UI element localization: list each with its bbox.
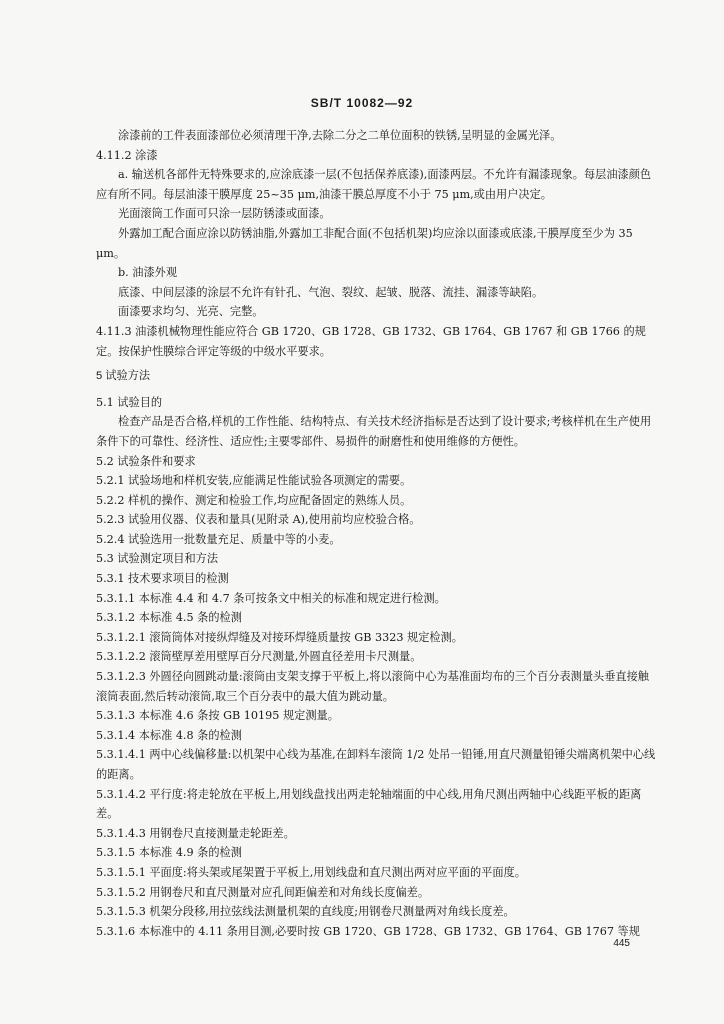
paragraph: 5.3.1.4.2 平行度:将走轮放在平板上,用划线盘找出两走轮轴端面的中心线,用角尺测出两轴中心线距平板的距离差。 xyxy=(96,787,642,821)
paragraph: 5.3.1.1 本标准 4.4 和 4.7 条可按条文中相关的标准和规定进行检测。 xyxy=(96,591,446,605)
paragraph: 5.2.1 试验场地和样机安装,应能满足性能试验各项测定的需要。 xyxy=(96,474,412,488)
paragraph: 5.3.1.5.2 用钢卷尺和直尺测量对应孔间距偏差和对角线长度偏差。 xyxy=(96,885,430,899)
body-text xyxy=(96,126,658,941)
paragraph: 5.3.1 技术要求项目的检测 xyxy=(96,572,229,586)
paragraph: 面漆要求均匀、光亮、完整。 xyxy=(118,305,264,319)
paragraph: 检查产品是否合格,样机的工作性能、结构特点、有关技术经济指标是否达到了设计要求;考核样机在生产使用条件下的可靠性、经济性、适应性;主要零部件、易损件的耐磨性和使用维修的方便性。 xyxy=(96,415,652,448)
paragraph: 光面滚筒工作面可只涂一层防锈漆或面漆。 xyxy=(118,207,331,221)
paragraph: 5.3.1.2.2 滚筒壁厚差用壁厚百分尺测量,外圆直径差用卡尺测量。 xyxy=(96,650,422,664)
paragraph: 5.3.1.2 本标准 4.5 条的检测 xyxy=(96,611,242,625)
paragraph: 外露加工配合面应涂以防锈油脂,外露加工非配合面(不包括机架)均应涂以面漆或底漆,干膜厚度至少为 35 μm。 xyxy=(96,226,633,260)
paragraph: 4.11.3 油漆机械物理性能应符合 GB 1720、GB 1728、GB 1732、GB 1764、GB 1767 和 GB 1766 的规定。按保护性膜综合评定等级的中级水平要求。 xyxy=(96,324,646,358)
paragraph: 底漆、中间层漆的涂层不允许有针孔、气泡、裂纹、起皱、脱落、流挂、漏漆等缺陷。 xyxy=(118,285,544,299)
standard-header: SB/T 10082—92 xyxy=(310,96,414,110)
paragraph: 5.3.1.5 本标准 4.9 条的检测 xyxy=(96,846,242,860)
paragraph: 4.11.2 涂漆 xyxy=(96,148,158,162)
paragraph: 5.3.1.3 本标准 4.6 条按 GB 10195 规定测量。 xyxy=(96,709,339,723)
paragraph: 5.3.1.4.1 两中心线偏移量:以机架中心线为基准,在卸料车滚筒 1/2 处吊一铅锤,用直尺测量铅锤尖端离机架中心线的距离。 xyxy=(96,748,656,781)
paragraph: a. 输送机各部件无特殊要求的,应涂底漆一层(不包括保养底漆),面漆两层。不允许有漏漆现象。每层油漆颜色应有所不同。每层油漆干膜厚度 25~35 μm,油漆干膜总厚度不小于 75 μm,或由用户决定。 xyxy=(96,168,652,201)
paragraph: 涂漆前的工件表面漆部位必须清理干净,去除二分之二单位面积的铁锈,呈明显的金属光泽。 xyxy=(118,129,562,142)
paragraph: 5.3.1.4.3 用钢卷尺直接测量走轮距差。 xyxy=(96,826,295,840)
paragraph: 5 试验方法 xyxy=(96,370,151,383)
paragraph: 5.2.4 试验选用一批数量充足、质量中等的小麦。 xyxy=(96,532,341,546)
paragraph: 5.3 试验测定项目和方法 xyxy=(96,552,219,566)
page-number: 445 xyxy=(613,938,630,949)
paragraph: 5.3.1.5.3 机架分段移,用拉弦线法测量机架的直线度;用钢卷尺测量两对角线长度差。 xyxy=(96,905,515,919)
paragraph: b. 油漆外观 xyxy=(118,266,178,280)
paragraph: 5.2.3 试验用仪器、仪表和量具(见附录 A),使用前均应校验合格。 xyxy=(96,513,421,527)
paragraph: 5.3.1.2.3 外圆径向圆跳动量:滚筒由支架支撑于平板上,将以滚筒中心为基准面均布的三个百分表测量头垂直接触滚筒表面,然后转动滚筒,取三个百分表中的最大值为跳动量。 xyxy=(96,670,649,703)
paragraph: 5.3.1.4 本标准 4.8 条的检测 xyxy=(96,728,242,742)
paragraph: 5.3.1.2.1 滚筒筒体对接纵焊缝及对接环焊缝质量按 GB 3323 规定检测。 xyxy=(96,630,463,644)
paragraph: 5.2.2 样机的操作、测定和检验工作,均应配备固定的熟练人员。 xyxy=(96,493,412,507)
paragraph: 5.2 试验条件和要求 xyxy=(96,454,196,468)
paragraph: 5.3.1.5.1 平面度:将头架或尾架置于平板上,用划线盘和直尺测出两对应平面的平面度。 xyxy=(96,865,526,879)
paragraph: 5.1 试验目的 xyxy=(96,395,163,409)
paragraph: 5.3.1.6 本标准中的 4.11 条用目测,必要时按 GB 1720、GB 1728、GB 1732、GB 1764、GB 1767 等规 xyxy=(96,924,640,938)
